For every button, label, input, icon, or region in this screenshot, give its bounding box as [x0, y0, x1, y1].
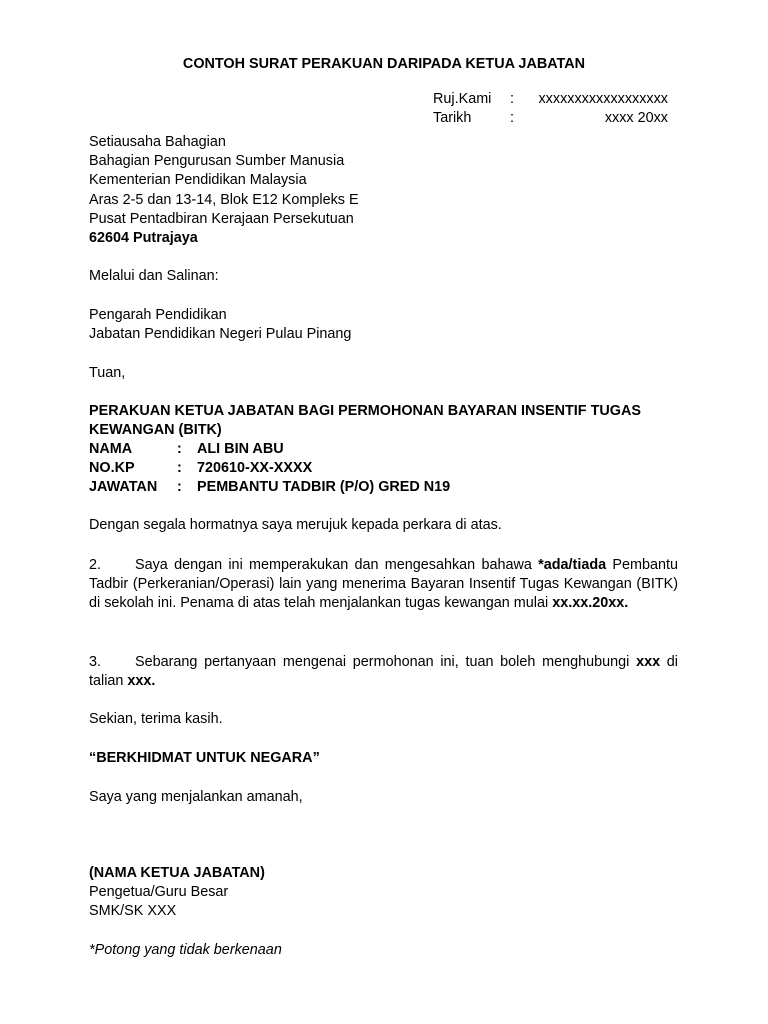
- via-line: Jabatan Pendidikan Negeri Pulau Pinang: [89, 326, 352, 343]
- nokp-label: NO.KP: [89, 460, 135, 477]
- detail-row-nama: [89, 440, 678, 459]
- signatory-name: (NAMA KETUA JABATAN): [89, 865, 265, 881]
- jawatan-colon: :: [177, 479, 182, 496]
- paragraph-emphasis: xx.xx.20xx.: [552, 595, 629, 612]
- via-line: Pengarah Pendidikan: [89, 307, 227, 323]
- reference-tarikh-row: [433, 109, 668, 128]
- nama-value: ALI BIN ABU: [197, 441, 284, 457]
- recipient-line: Aras 2-5 dan 13-14, Blok E12 Kompleks E: [89, 191, 359, 208]
- recipient-address: [89, 133, 359, 248]
- paragraph-number: 3.: [89, 654, 102, 670]
- salutation: Tuan,: [89, 365, 126, 381]
- via-address: [89, 306, 351, 344]
- signatory-block: [89, 864, 265, 922]
- nama-label: NAMA: [89, 441, 133, 457]
- recipient-line: Pusat Pentadbiran Kerajaan Persekutuan: [89, 210, 354, 227]
- nokp-colon: :: [177, 460, 182, 477]
- reference-ruj-row: [433, 90, 668, 109]
- tarikh-value: xxxx 20xx: [604, 110, 668, 126]
- recipient-postcode: 62604 Putrajaya: [89, 230, 198, 247]
- paragraph-text: di talian: [89, 654, 679, 690]
- recipient-line: Kementerian Pendidikan Malaysia: [89, 172, 307, 189]
- closing-line: Sekian, terima kasih.: [89, 711, 223, 727]
- paragraph-text: Saya dengan ini memperakukan dan mengesahkan bahawa: [135, 557, 539, 573]
- detail-row-jawatan: [89, 478, 678, 497]
- via-label: Melalui dan Salinan:: [89, 268, 219, 284]
- paragraph-2: [89, 556, 678, 614]
- ruj-label: Ruj.Kami: [433, 91, 492, 107]
- applicant-details: [89, 440, 678, 498]
- tarikh-colon: :: [510, 110, 514, 126]
- tarikh-label: Tarikh: [433, 110, 472, 126]
- detail-row-nokp: [89, 459, 678, 478]
- motto: “BERKHIDMAT UNTUK NEGARA”: [89, 750, 320, 766]
- recipient-line: Setiausaha Bahagian: [89, 134, 226, 150]
- ruj-value: xxxxxxxxxxxxxxxxxx: [538, 91, 668, 107]
- signatory-position: Pengetua/Guru Besar: [89, 884, 229, 901]
- opening-paragraph: Dengan segala hormatnya saya merujuk kepada perkara di atas.: [89, 517, 502, 533]
- nokp-value: 720610-XX-XXXX: [197, 460, 313, 477]
- recipient-line: Bahagian Pengurusan Sumber Manusia: [89, 153, 345, 170]
- signatory-school: SMK/SK XXX: [89, 903, 177, 920]
- letter-subject: PERAKUAN KETUA JABATAN BAGI PERMOHONAN BAYARAN INSENTIF TUGAS KEWANGAN (BITK): [89, 403, 641, 439]
- document-title: CONTOH SURAT PERAKUAN DARIPADA KETUA JABATAN: [182, 56, 586, 72]
- footnote: *Potong yang tidak berkenaan: [89, 942, 282, 958]
- paragraph-text: Pembantu Tadbir (Perkeranian/Operasi) lain yang menerima Bayaran Insentif Tugas Kewangan (BITK) di sekolah ini. Penama di atas telah menjalankan tugas kewangan mulai: [89, 557, 678, 612]
- paragraph-text: Sebarang pertanyaan mengenai permohonan ini, tuan boleh menghubungi: [135, 654, 637, 670]
- paragraph-emphasis: xxx: [636, 654, 661, 670]
- paragraph-3: [89, 653, 678, 691]
- paragraph-emphasis: *ada/tiada: [538, 557, 607, 573]
- signoff-line: Saya yang menjalankan amanah,: [89, 789, 303, 805]
- nama-colon: :: [177, 441, 182, 457]
- paragraph-emphasis: xxx.: [127, 673, 156, 690]
- ruj-colon: :: [510, 91, 514, 107]
- jawatan-label: JAWATAN: [89, 479, 158, 496]
- paragraph-number: 2.: [89, 557, 102, 573]
- reference-block: [433, 90, 668, 128]
- jawatan-value: PEMBANTU TADBIR (P/O) GRED N19: [197, 479, 451, 496]
